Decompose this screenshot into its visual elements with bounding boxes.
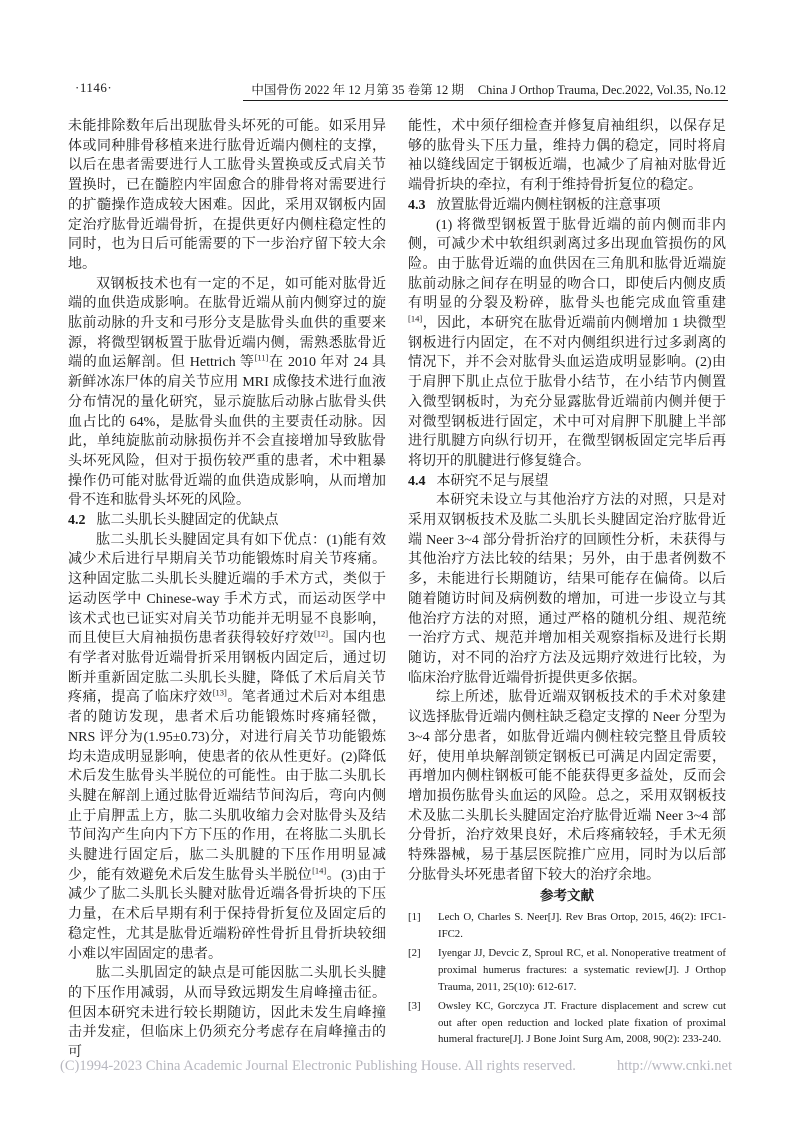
paragraph: 肱二头肌长头腱固定具有如下优点：(1)能有效减少术后进行早期肩关节功能锻炼时肩关节疼痛。这种固定肱二头肌长头腱近端的手术方式，类似于运动医学中 Chinese-way 手术方式，而运动医学中该术式也已证实对肩关节功能并无明显不良影响，而且使巨大肩袖损伤患者获得较好疗效[12]。国内也有学者对肱骨近端骨折采用钢板内固定后，通过切断并重新固定肱二头肌长头腱，降低了术后肩关节疼痛，提高了临床疗效[13]。笔者通过术后对本组患者的随访发现，患者术后功能锻炼时疼痛轻微，NRS 评分为(1.95±0.73)分，对进行肩关节功能锻炼均未造成明显影响，使患者的依从性更好。(2)降低术后发生肱骨头半脱位的可能性。由于肱二头肌长头腱在解剖上通过肱骨近端结节间沟后，弯向内侧止于肩胛盂上方，肱二头肌收缩力会对肱骨头及结节间沟产生向内下方下压的作用，在将肱二头肌长头腱进行固定后，肱二头肌腱的下压作用明显减少，能有效避免术后发生肱骨头半脱位[14]。(3)由于减少了肱二头肌长头腱对肱骨近端各骨折块的下压力量，在术后早期有利于保持骨折复位及固定后的稳定性，尤其是肱骨近端粉碎性骨折且骨折块较细小难以牢固固定的患者。 <box>68 532 387 962</box>
watermark-footer <box>60 1058 732 1075</box>
citation-superscript: [12] <box>313 628 329 639</box>
section-title: 本研究不足与展望 <box>436 473 549 489</box>
right-column <box>408 117 726 1063</box>
paragraph: 未能排除数年后出现肱骨头坏死的可能。如采用异体或同种腓骨移植来进行肱骨近端内侧柱的支撑，以后在患者需要进行人工肱骨头置换或反式肩关节置换时，已在髓腔内牢固愈合的腓骨将对需要进行的扩髓操作造成较大困难。因此，采用双钢板内固定治疗肱骨近端骨折，在提供更好内侧柱稳定性的同时，也为日后可能需要的下一步治疗留下较大余地。 <box>68 119 386 272</box>
section-number: 4.2 <box>68 513 86 529</box>
section-title: 肱二头肌长头腱固定的优缺点 <box>96 513 279 529</box>
section-heading <box>408 196 726 216</box>
paragraph: 肱二头肌固定的缺点是可能因肱二头肌长头腱的下压作用减弱，从而导致远期发生肩峰撞击征。但因本研究未进行较长期随访，因此未发生肩峰撞击并发症，但临床上仍须充分考虑存在肩峰撞击的可 <box>68 966 386 1061</box>
citation-superscript: [13] <box>212 687 227 698</box>
reference-text: Iyengar JJ, Devcic Z, Sproul RC, et al. Nonoperative treatment of proximal humerus fractures: a systematic review[J]. J Orthop Trauma, 2011, 25(10): 612-617. <box>438 947 726 993</box>
paragraph: 能性，术中须仔细检查并修复肩袖组织，以保存足够的肱骨头下压力量，维持力偶的稳定，同时将肩袖以缝线固定于钢板近端，也减少了肩袖对肱骨近端骨折块的牵拉，有利于维持骨折复位的稳定。 <box>408 119 726 194</box>
header-rule <box>243 100 728 101</box>
page-number: ·1146· <box>75 80 113 95</box>
reference-item <box>408 945 726 995</box>
reference-label: [3] <box>408 1000 421 1013</box>
paragraph: 综上所述，肱骨近端双钢板技术的手术对象建议选择肱骨近端内侧柱缺乏稳定支撑的 Neer 分型为 3~4 部分患者，如肱骨近端内侧柱较完整且骨质较好，使用单块解剖锁定钢板已可满足内固定需要，再增加内侧柱钢板可能不能获得更多益处，反而会增加损伤肱骨头血运的风险。总之，采用双钢板技术及肱二头肌长头腱固定治疗肱骨近端 Neer 3~4 部分骨折，治疗效果良好，术后疼痛较轻，手术无须特殊器械，易于基层医院推广应用，同时为以后部分肱骨头坏死患者留下较大的治疗余地。 <box>408 690 726 883</box>
citation-superscript: [14] <box>408 313 423 324</box>
paragraph: 本研究未设立与其他治疗方法的对照，只是对采用双钢板技术及肱二头肌长头腱固定治疗肱骨近端 Neer 3~4 部分骨折治疗的回顾性分析，未获得与其他治疗方法比较的结果；另外，由于患者例数不多，未能进行长期随访，结果可能存在偏倚。以后随着随访时间及病例数的增加，可进一步设立与其他治疗方法的对照，通过严格的随机分组、规范统一治疗方式、规范并增加相关观察指标及进行长期随访，对不同的治疗方法及远期疗效进行比较，为临床治疗肱骨近端骨折提供更多依据。 <box>408 493 726 686</box>
section-heading <box>408 472 726 492</box>
reference-label: [2] <box>408 947 421 960</box>
reference-item <box>408 909 726 942</box>
section-heading <box>68 511 386 531</box>
cnki-url: http://www.cnki.net <box>616 1058 732 1074</box>
page-body <box>68 117 726 1063</box>
reference-text: Lech O, Charles S. Neer[J]. Rev Bras Ortop, 2015, 46(2): IFC1-IFC2. <box>438 911 726 940</box>
reference-text: Owsley KC, Gorczyca JT. Fracture displacement and screw cut out after open reduction and locked plate fixation of proximal humeral fracture[J]. J Bone Joint Surg Am, 2008, 90(2): 233-240. <box>438 1000 726 1046</box>
paragraph: (1) 将微型钢板置于肱骨近端的前内侧而非内侧，可减少术中软组织剥离过多出现血管损伤的风险。由于肱骨近端的血供因在三角肌和肱骨近端旋肱前动脉之间存在明显的吻合口，即使后内侧皮质有明显的分裂及粉碎，肱骨头也能完成血管重建[14]，因此，本研究在肱骨近端前内侧增加 1 块微型钢板进行内固定，在不对内侧组织进行过多剥离的情况下，并不会对肱骨头血运造成明显影响。(2)由于肩胛下肌止点位于肱骨小结节，在小结节内侧置入微型钢板时，为充分显露肱骨近端前内侧并便于对微型钢板进行固定，术中可对肩胛下肌腱上半部进行肌腱方向纵行切开，在微型钢板固定完毕后再将切开的肌腱进行修复缝合。 <box>408 217 726 469</box>
section-number: 4.3 <box>408 197 426 213</box>
paragraph: 双钢板技术也有一定的不足，如可能对肱骨近端的血供造成影响。在肱骨近端从前内侧穿过的旋肱前动脉的升支和弓形分支是肱骨头血供的重要来源，将微型钢板置于肱骨近端内侧，需熟悉肱骨近端的血运解剖。但 Hettrich 等[11]在 2010 年对 24 具新鲜冰冻尸体的肩关节应用 MRI 成像技术进行血液分布情况的量化研究，显示旋肱后动脉占肱骨头供血占比的 64%，是肱骨头血供的主要责任动脉。因此，单纯旋肱前动脉损伤并不会直接增加导致肱骨头坏死风险，但对于损伤较严重的患者，术中粗暴操作仍可能对肱骨近端的血供造成影响，从而增加骨不连和肱骨头坏死的风险。 <box>68 276 387 509</box>
section-number: 4.4 <box>408 473 426 489</box>
section-title: 放置肱骨近端内侧柱钢板的注意事项 <box>436 197 661 213</box>
citation-superscript: [14] <box>312 865 327 876</box>
reference-item <box>408 998 726 1048</box>
journal-header <box>251 80 726 98</box>
copyright-text: (C)1994-2023 China Academic Journal Electronic Publishing House. All rights reserved. <box>60 1058 576 1074</box>
citation-superscript: [11] <box>254 352 269 363</box>
left-column <box>68 117 386 1063</box>
journal-title-cn: 中国骨伤 2022 年 12 月第 35 卷第 12 期 <box>251 83 464 97</box>
journal-title-en: China J Orthop Trauma, Dec.2022, Vol.35, No.12 <box>477 83 726 97</box>
reference-label: [1] <box>408 911 421 924</box>
references-title: 参考文献 <box>540 888 594 904</box>
